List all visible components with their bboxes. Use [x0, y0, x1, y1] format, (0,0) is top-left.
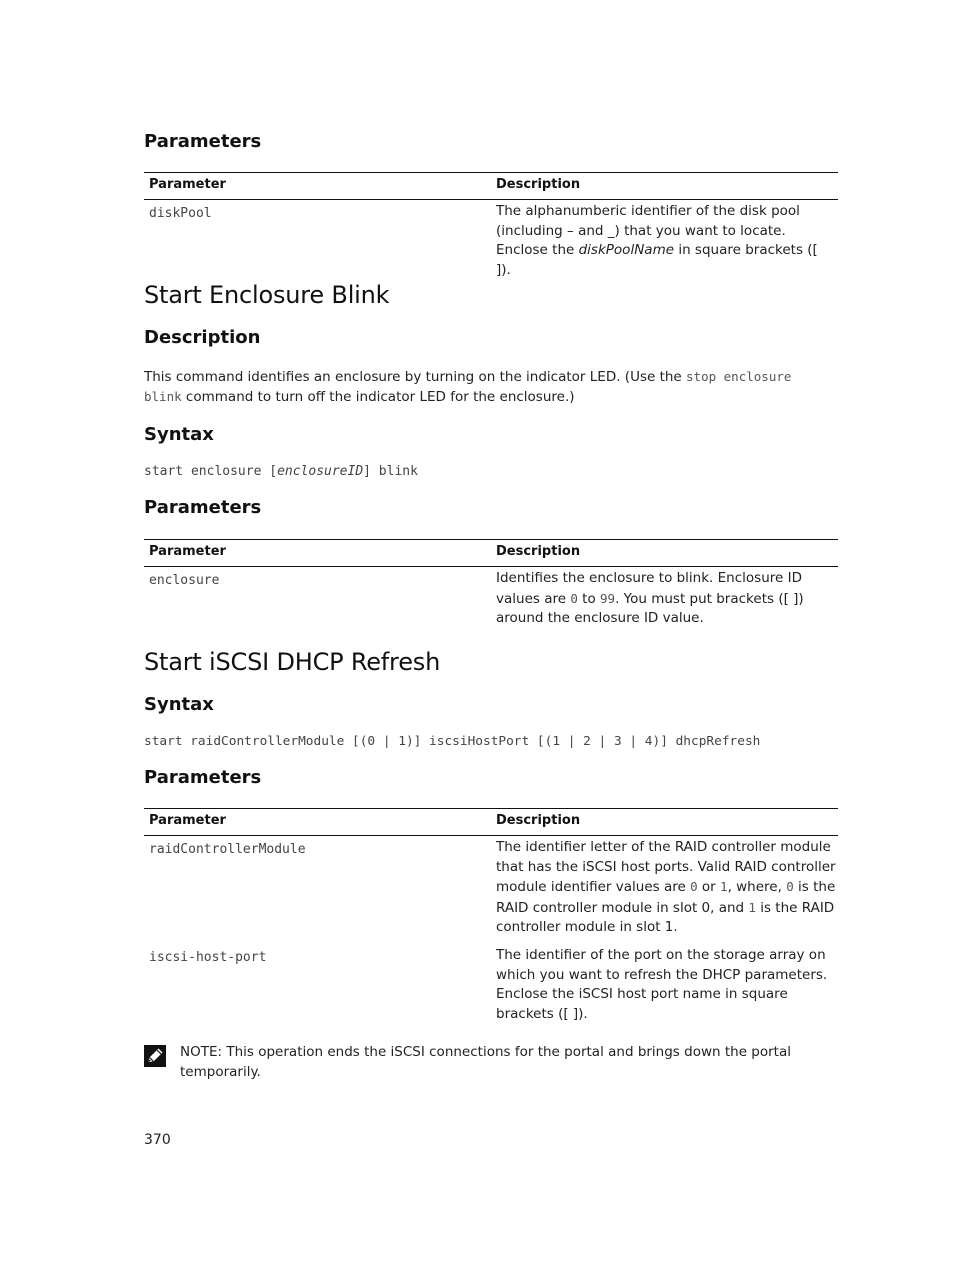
param-description: The identifier letter of the RAID controller module that has the iSCSI host ports. Valid RAID controller module identifier values are 0 or 1, where, 0 is the RAID controller module in slot 0, and 1 is the RAID controller module in slot 1. — [496, 839, 836, 935]
note-label: NOTE: — [180, 1044, 223, 1060]
description-heading: Description — [144, 327, 261, 348]
param-name: raidControllerModule — [149, 842, 306, 857]
section-title-start-enclosure-blink: Start Enclosure Blink — [144, 281, 390, 309]
col-parameter: Parameter — [149, 813, 226, 828]
note-text: NOTE: This operation ends the iSCSI connections for the portal and brings down the portal temporarily. — [180, 1044, 791, 1080]
parameters-table-3 — [144, 808, 838, 1034]
parameters-table-2 — [144, 539, 838, 633]
param-name: enclosure — [149, 573, 220, 588]
param-description: Identifies the enclosure to blink. Enclosure ID values are 0 to 99. You must put brackets ([ ]) around the enclosure ID value. — [496, 570, 804, 626]
table-row — [144, 200, 838, 278]
param-name: diskPool — [149, 206, 212, 221]
table-row — [144, 944, 838, 1034]
table-header — [144, 808, 838, 836]
parameters-table-1 — [144, 172, 838, 278]
param-description: The alphanumberic identifier of the disk pool (including – and _) that you want to locate. Enclose the diskPoolName in square brackets ([ ]). — [496, 203, 818, 278]
parameters-heading-1: Parameters — [144, 131, 262, 152]
table-row — [144, 836, 838, 944]
table-header — [144, 172, 838, 200]
col-parameter: Parameter — [149, 544, 226, 559]
note-pencil-icon — [144, 1045, 166, 1067]
param-name: iscsi-host-port — [149, 950, 267, 965]
parameters-heading-2: Parameters — [144, 497, 262, 518]
page-number: 370 — [144, 1132, 171, 1148]
parameters-heading-3: Parameters — [144, 767, 262, 788]
table-header — [144, 539, 838, 567]
col-description: Description — [496, 177, 581, 192]
param-description: The identifier of the port on the storage array on which you want to refresh the DHCP parameters. Enclose the iSCSI host port name in square brackets ([ ]). — [496, 947, 828, 1022]
description-text: This command identifies an enclosure by turning on the indicator LED. (Use the stop enclosure blink command to turn off the indicator LED for the enclosure.) — [144, 369, 792, 405]
syntax-code-1: start enclosure [enclosureID] blink — [144, 464, 418, 479]
syntax-heading-2: Syntax — [144, 694, 214, 715]
col-parameter: Parameter — [149, 177, 226, 192]
section-title-start-iscsi-dhcp-refresh: Start iSCSI DHCP Refresh — [144, 648, 441, 676]
table-row — [144, 567, 838, 633]
col-description: Description — [496, 813, 581, 828]
syntax-heading-1: Syntax — [144, 424, 214, 445]
syntax-code-2: start raidControllerModule [(0 | 1)] iscsiHostPort [(1 | 2 | 3 | 4)] dhcpRefresh — [144, 734, 761, 749]
col-description: Description — [496, 544, 581, 559]
